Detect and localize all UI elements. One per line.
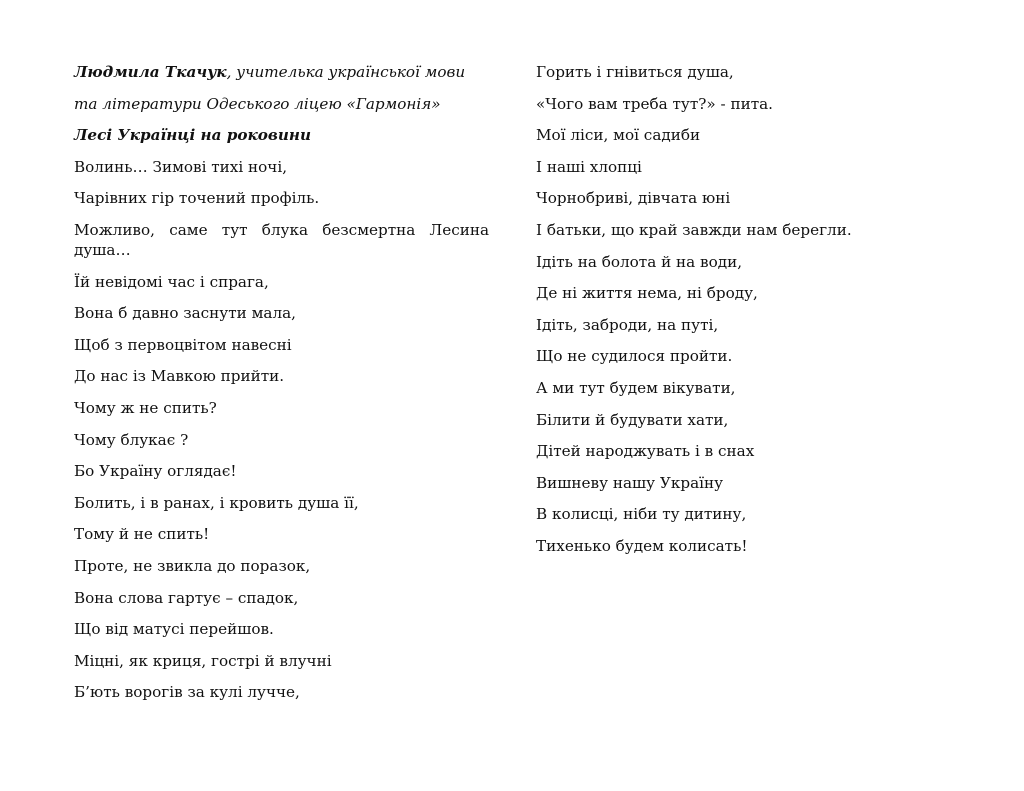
poem-line: До нас із Мавкою прийти. [74,367,285,386]
poem-line: Проте, не звикла до поразок, [74,556,311,575]
poem-line: І батьки, що край завжди нам берегли. [536,220,852,239]
poem-line: Горить і гнівиться душа, [536,63,734,81]
poem-line: Їй невідомі час і спрага, [74,272,269,291]
left-column [74,62,489,714]
poem-line: Чому блукає ? [74,430,189,449]
poem-line: Вона слова гартує – спадок, [74,588,299,607]
right-column [536,62,876,568]
poem-line: Що від матусі перейшов. [74,620,274,639]
author-name: Людмила Ткачук [74,63,227,81]
poem-line: Можливо, саме тут блука безсмертна Лесина душа… [74,220,489,260]
poem-line: Міцні, як криця, гострі й влучні [74,651,332,670]
poem-line: «Чого вам треба тут?» - пита. [536,94,773,113]
poem-line: Чому ж не спить? [74,398,217,417]
poem-line: Б’ють ворогів за кулі лучче, [74,683,300,702]
poem-line: Білити й будувати хати, [536,410,729,429]
poem-line: Мої ліси, мої садиби [536,126,701,145]
poem-line: Ідіть, заброди, на путі, [536,315,719,334]
poem-line: Що не судилося пройти. [536,347,733,366]
poem-line: Вона б давно заснути мала, [74,304,296,323]
poem-line: Дітей народжувать і в снах [536,442,755,461]
poem-line: Тому й не спить! [74,525,210,544]
author-description: , учителька української мови [226,63,466,81]
poem-line: Ідіть на болота й на води, [536,252,743,271]
poem-line: Щоб з первоцвітом навесні [74,335,292,354]
poem-line: Тихенько будем колисать! [536,536,748,555]
poem-line: Вишневу нашу Україну [536,473,724,492]
poem-line: Болить, і в ранах, і кровить душа її, [74,493,359,512]
author-line [74,62,489,83]
poem-line: Чарівних гір точений профіль. [74,189,320,208]
poem-title: Лесі Українці на роковини [74,126,312,145]
poem-line: Волинь… Зимові тихі ночі, [74,157,288,176]
poem-line: Чорнобриві, дівчата юні [536,189,731,208]
poem-line: Де ні життя нема, ні броду, [536,284,758,303]
poem-line: І наші хлопці [536,157,642,176]
poem-line: А ми тут будем вікувати, [536,378,736,397]
poem-line: В колисці, ніби ту дитину, [536,505,747,524]
author-affiliation: та літератури Одеського ліцею «Гармонія» [74,94,441,113]
poem-line: Бо Україну оглядає! [74,462,237,481]
